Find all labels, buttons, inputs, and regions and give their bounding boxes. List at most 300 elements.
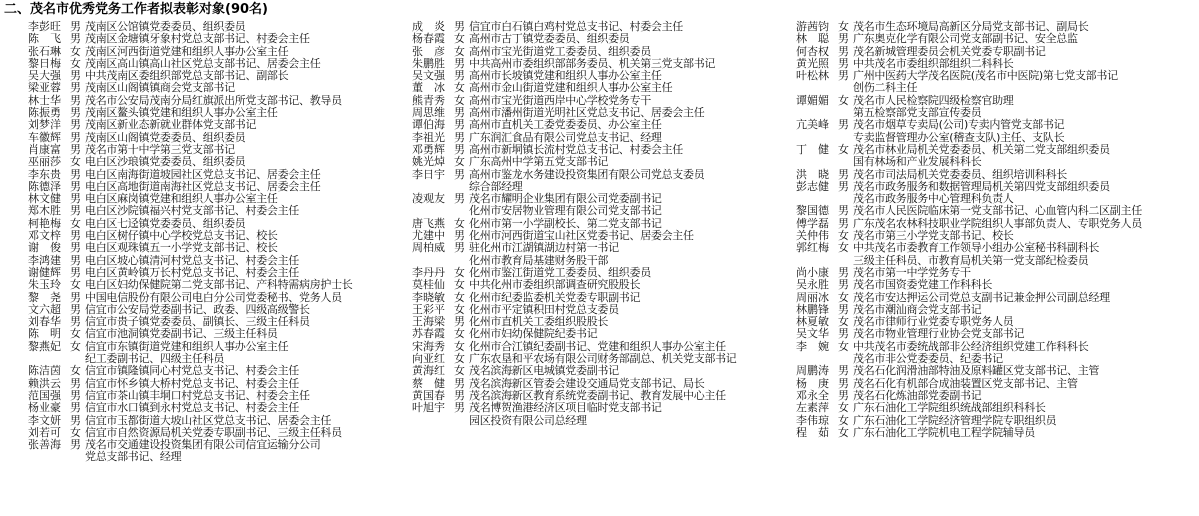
- person-position: 电白区树仔镇中心学校党总支书记、校长: [85, 229, 278, 243]
- person-name: 杨业豪: [28, 401, 61, 415]
- person-gender: 女: [70, 425, 81, 439]
- person-position: 茂南区鳌头镇党建和组织人事办公室主任: [85, 106, 278, 120]
- entry-continuation: 党总支部书记、经理: [85, 450, 182, 464]
- person-name: 谢 俊: [28, 241, 61, 255]
- person-name: 林士华: [28, 93, 61, 107]
- person-name: 陈 明: [28, 327, 61, 341]
- person-gender: 女: [454, 155, 465, 169]
- person-gender: 男: [838, 44, 849, 58]
- list-item: [28, 82, 413, 94]
- person-name: 张善海: [28, 438, 61, 452]
- person-position: 茂南区新业态新就业群体党支部书记: [85, 118, 257, 132]
- person-gender: 女: [70, 339, 81, 353]
- person-position: 电白区坡心镇清河村党总支书记、村委会主任: [85, 253, 299, 267]
- person-gender: 男: [454, 192, 465, 206]
- person-position: 茂南区金塘镇牙象村党总支部书记、村委会主任: [85, 32, 310, 46]
- person-name: 周柏威: [412, 241, 445, 255]
- person-name: 谭媚媚: [796, 93, 829, 107]
- person-gender: 男: [70, 376, 81, 390]
- person-position: 中共茂名市委教育工作领导小组办公室秘书科副科长: [853, 241, 1100, 255]
- list-item: [796, 328, 1196, 340]
- list-item: [796, 365, 1196, 377]
- person-gender: 男: [454, 106, 465, 120]
- person-name: 林鹏锋: [796, 302, 829, 316]
- person-name: 洪 晓: [796, 167, 829, 181]
- person-gender: 女: [454, 93, 465, 107]
- person-position: 茂南区河西街道党建和组织人事办公室主任: [85, 44, 289, 58]
- person-name: 谢健辉: [28, 265, 61, 279]
- list-item: [412, 169, 797, 181]
- person-name: 游茜钧: [796, 20, 829, 33]
- list-item: [796, 205, 1196, 217]
- person-gender: 男: [838, 179, 849, 193]
- person-gender: 男: [454, 376, 465, 390]
- person-position: 茂名市第一中学党务专干: [853, 265, 971, 279]
- person-name: 亢美峰: [796, 118, 829, 132]
- person-name: 唐飞燕: [412, 216, 445, 230]
- person-gender: 男: [70, 265, 81, 279]
- entry-continuation: 园区投资有限公司总经理: [469, 413, 587, 427]
- list-item: [412, 33, 797, 45]
- person-name: 张石琳: [28, 44, 61, 58]
- person-gender: 男: [70, 93, 81, 107]
- person-name: 黎 尧: [28, 290, 61, 304]
- person-position: 茂名市第三小学党支部书记、校长: [853, 229, 1014, 243]
- list-item: [796, 415, 1196, 427]
- person-gender: 女: [838, 229, 849, 243]
- person-name: 宋海秀: [412, 339, 445, 353]
- person-gender: 男: [70, 401, 81, 415]
- person-position: 信宜市东镇街道党建和组织人事办公室主任: [85, 339, 289, 353]
- person-gender: 男: [838, 118, 849, 132]
- person-position: 电白区沙琅镇党委委员、组织委员: [85, 155, 246, 169]
- entry-continuation: 第五检察部党支部宣传委员: [853, 106, 982, 120]
- person-position: 电白区妇幼保健院第二党支部书记、产科特需病房护士长: [85, 278, 353, 292]
- person-gender: 女: [454, 81, 465, 95]
- person-gender: 男: [70, 413, 81, 427]
- person-position: 化州市妇幼保健院纪委书记: [469, 327, 598, 341]
- person-gender: 女: [838, 401, 849, 415]
- person-name: 林文健: [28, 192, 61, 206]
- person-gender: 女: [838, 290, 849, 304]
- column-1: [28, 21, 413, 464]
- person-gender: 男: [838, 364, 849, 378]
- person-gender: 女: [454, 364, 465, 378]
- person-position: 茂名市人民医院临床第一党支部书记、心血管内科二区副主任: [853, 204, 1142, 218]
- person-name: 李晓敏: [412, 290, 445, 304]
- person-gender: 男: [70, 142, 81, 156]
- person-gender: 男: [454, 56, 465, 70]
- person-position: 茂名滨海新区教育系统党委副书记、教育发展中心主任: [469, 388, 726, 402]
- person-gender: 女: [70, 155, 81, 169]
- person-position: 化州市直机关工委组织股股长: [469, 315, 609, 329]
- person-position: 广东石油化工学院经济管理学院专职组织员: [853, 413, 1057, 427]
- person-gender: 女: [838, 20, 849, 33]
- person-gender: 男: [70, 118, 81, 132]
- person-gender: 男: [70, 179, 81, 193]
- person-position: 信宜市池洞镇党委副书记、三级主任科员: [85, 327, 278, 341]
- person-name: 邓勇辉: [412, 142, 445, 156]
- person-name: 吴永胜: [796, 278, 829, 292]
- person-name: 巫丽莎: [28, 155, 61, 169]
- person-position: 信宜市自然资源局机关党委专职副书记、三级主任科员: [85, 425, 342, 439]
- person-name: 王海梁: [412, 315, 445, 329]
- person-name: 邓文梓: [28, 229, 61, 243]
- person-position: 信宜市镇隆镇同心村党总支书记、村委会主任: [85, 364, 299, 378]
- person-gender: 女: [454, 265, 465, 279]
- person-gender: 男: [70, 20, 81, 33]
- person-name: 李祖光: [412, 130, 445, 144]
- person-name: 周思维: [412, 106, 445, 120]
- person-gender: 男: [838, 216, 849, 230]
- person-name: 吴文华: [796, 327, 829, 341]
- person-gender: 男: [454, 167, 465, 181]
- entry-continuation: 茂名市非公党委委员、纪委书记: [853, 352, 1003, 366]
- person-gender: 女: [70, 327, 81, 341]
- person-gender: 男: [838, 32, 849, 46]
- list-item: [796, 427, 1196, 439]
- person-gender: 男: [454, 241, 465, 255]
- person-gender: 男: [454, 69, 465, 83]
- person-name: 黎燕妃: [28, 339, 61, 353]
- person-position: 中共茂南区委组织部党总支部书记、副部长: [85, 69, 289, 83]
- list-item: [28, 205, 413, 217]
- person-position: 信宜市贵子镇党委委员、副镇长、三级主任科员: [85, 315, 310, 329]
- person-gender: 男: [70, 438, 81, 452]
- person-position: 高州市直机关工委党委委员、办公室主任: [469, 118, 662, 132]
- person-name: 刘若可: [28, 425, 61, 439]
- person-position: 电白区高地街道南海社区党总支书记、居委会主任: [85, 179, 321, 193]
- person-gender: 女: [454, 44, 465, 58]
- list-item: [412, 156, 797, 168]
- person-position: 中共化州市委组织部调查研究股股长: [469, 278, 641, 292]
- person-position: 茂名市律师行业党委专职党务人员: [853, 315, 1014, 329]
- person-position: 茂名市耀明企业集团有限公司党委副书记: [469, 192, 662, 206]
- person-gender: 男: [70, 192, 81, 206]
- person-position: 高州市宝光街道西岸中心学校党务专干: [469, 93, 651, 107]
- person-gender: 男: [454, 118, 465, 132]
- person-position: 中共茂名市委统战部非公经济组织党建工作科科长: [853, 339, 1089, 353]
- person-name: 李伟琼: [796, 413, 829, 427]
- person-position: 茂名滨海新区管委会建设交通局党支部书记、局长: [469, 376, 705, 390]
- person-gender: 女: [838, 241, 849, 255]
- person-name: 李日宇: [412, 167, 445, 181]
- list-item: [796, 169, 1196, 181]
- person-gender: 男: [70, 130, 81, 144]
- entry-continuation: 茂名市政务服务中心管理科负责人: [853, 192, 1014, 206]
- list-item: [412, 119, 797, 131]
- person-position: 茂南区公馆镇党委委员、组织委员: [85, 20, 246, 33]
- person-position: 茂名市物业管理行业协会党支部书记: [853, 327, 1025, 341]
- person-position: 茂南区山阁镇党委委员、组织委员: [85, 130, 246, 144]
- person-position: 广东高州中学第五党支部书记: [469, 155, 609, 169]
- person-position: 广东石油化工学院机电工程学院辅导员: [853, 425, 1035, 439]
- list-item: [796, 292, 1196, 304]
- list-item: [28, 33, 413, 45]
- person-gender: 女: [454, 278, 465, 292]
- person-position: 茂名市潮汕商会党支部书记: [853, 302, 982, 316]
- person-position: 高州市潘州街道光明社区党总支书记、居委会主任: [469, 106, 705, 120]
- person-gender: 男: [70, 204, 81, 218]
- person-position: 电白区麻岗镇党建和组织人事办公室主任: [85, 192, 278, 206]
- person-position: 茂名市林业局机关党委委员、机关第二党支部组织委员: [853, 142, 1110, 156]
- person-gender: 男: [70, 69, 81, 83]
- person-position: 化州市鉴江街道党工委委员、组织委员: [469, 265, 651, 279]
- person-name: 黄海红: [412, 364, 445, 378]
- person-name: 吴文强: [412, 69, 445, 83]
- person-name: 凌观友: [412, 192, 445, 206]
- person-name: 刘梦洋: [28, 118, 61, 132]
- person-gender: 男: [454, 315, 465, 329]
- person-gender: 女: [454, 327, 465, 341]
- person-gender: 女: [838, 315, 849, 329]
- person-name: 朱鹏胜: [412, 56, 445, 70]
- person-name: 李鸿建: [28, 253, 61, 267]
- person-position: 茂名市安达押运公司党总支副书记兼金押公司副总经理: [853, 290, 1110, 304]
- person-gender: 男: [838, 167, 849, 181]
- person-position: 信宜市茶山镇丰垌口村党总支书记、村委会主任: [85, 388, 310, 402]
- person-name: 陈洁茵: [28, 364, 61, 378]
- list-item: [796, 242, 1196, 254]
- person-position: 高州市新垌镇长流村党总支书记、村委会主任: [469, 142, 683, 156]
- person-position: 化州市第一小学副校长、第二党支部书记: [469, 216, 662, 230]
- person-name: 郑木胜: [28, 204, 61, 218]
- list-item: [796, 279, 1196, 291]
- person-name: 莫桂仙: [412, 278, 445, 292]
- person-gender: 男: [70, 229, 81, 243]
- person-position: 茂名石化润滑油部特油及原料罐区党支部书记、主管: [853, 364, 1100, 378]
- list-item: [412, 402, 797, 414]
- column-3: [796, 21, 1196, 439]
- person-position: 信宜市怀乡镇大桥村党总支书记、村委会主任: [85, 376, 299, 390]
- person-position: 茂名市国资委党建工作科科长: [853, 278, 993, 292]
- person-position: 茂名市人民检察院四级检察官助理: [853, 93, 1014, 107]
- person-name: 程 茹: [796, 425, 829, 439]
- list-item: [412, 82, 797, 94]
- list-item: [28, 292, 413, 304]
- person-name: 谭伯海: [412, 118, 445, 132]
- person-position: 广州中医药大学茂名医院(茂名市中医院)第七党支部书记: [853, 69, 1118, 83]
- person-name: 李 婉: [796, 339, 829, 353]
- person-name: 苏春霞: [412, 327, 445, 341]
- person-position: 茂名新城管理委员会机关党委专职副书记: [853, 44, 1046, 58]
- person-name: 何杏权: [796, 44, 829, 58]
- person-gender: 女: [70, 56, 81, 70]
- person-position: 茂名市公安局茂南分局红旗派出所党支部书记、教导员: [85, 93, 342, 107]
- person-position: 信宜市水口镇到永村党总支书记、村委会主任: [85, 401, 299, 415]
- person-position: 茂南区山阁镇镇商会党支部书记: [85, 81, 235, 95]
- person-position: 茂名市政务服务和数据管理局机关第四党支部组织委员: [853, 179, 1110, 193]
- person-position: 信宜市玉都街道大坡山社区党总支书记、居委会主任: [85, 413, 332, 427]
- person-position: 高州市古丁镇党委委员、组织委员: [469, 32, 630, 46]
- person-position: 广东石油化工学院组织统战部组织科科长: [853, 401, 1046, 415]
- list-item: [28, 242, 413, 254]
- person-gender: 男: [70, 253, 81, 267]
- person-gender: 男: [454, 401, 465, 415]
- person-gender: 女: [454, 302, 465, 316]
- person-gender: 男: [838, 327, 849, 341]
- list-item: [412, 365, 797, 377]
- person-gender: 女: [70, 44, 81, 58]
- person-position: 化州市合江镇纪委副书记、党建和组织人事办公室主任: [469, 339, 726, 353]
- person-name: 朱玉玲: [28, 278, 61, 292]
- person-gender: 男: [838, 302, 849, 316]
- list-item: [412, 279, 797, 291]
- person-position: 茂名市烟草专卖局(公司)专卖内管党支部书记: [853, 118, 1065, 132]
- person-name: 周丽冰: [796, 290, 829, 304]
- person-gender: 男: [454, 142, 465, 156]
- person-gender: 男: [70, 167, 81, 181]
- person-gender: 女: [454, 32, 465, 46]
- entry-continuation: 国有林场和产业发展科科长: [853, 155, 982, 169]
- person-name: 姚光焯: [412, 155, 445, 169]
- person-gender: 女: [838, 339, 849, 353]
- person-gender: 女: [838, 93, 849, 107]
- person-position: 高州市鉴龙水务建设投资集团有限公司党总支委员: [469, 167, 705, 181]
- entry-continuation: 化州市安居物业管理有限公司党支部书记: [469, 204, 662, 218]
- list-item: [28, 279, 413, 291]
- person-name: 梁亚蓉: [28, 81, 61, 95]
- person-name: 李彭旺: [28, 20, 61, 33]
- person-gender: 女: [454, 339, 465, 353]
- person-name: 范国强: [28, 388, 61, 402]
- column-2: [412, 21, 797, 427]
- person-gender: 男: [838, 204, 849, 218]
- person-gender: 男: [70, 290, 81, 304]
- list-item: [796, 33, 1196, 45]
- person-gender: 男: [70, 388, 81, 402]
- person-gender: 男: [70, 302, 81, 316]
- person-position: 茂名市第十中学第三党支部书记: [85, 142, 235, 156]
- section-title: 二、茂名市优秀党务工作者拟表彰对象(90名): [4, 2, 268, 17]
- person-position: 电白区黄岭镇万长村党总支书记、村委会主任: [85, 265, 299, 279]
- person-name: 赖洪云: [28, 376, 61, 390]
- list-item: [28, 119, 413, 131]
- person-name: 成 炎: [412, 20, 445, 33]
- person-gender: 男: [454, 229, 465, 243]
- person-gender: 女: [838, 425, 849, 439]
- person-position: 高州市宝光街道党工委委员、组织委员: [469, 44, 651, 58]
- person-name: 尤建中: [412, 229, 445, 243]
- person-gender: 男: [70, 81, 81, 95]
- entry-continuation: 化州市教育局基建财务股干部: [469, 253, 609, 267]
- person-name: 陈 飞: [28, 32, 61, 46]
- list-item: [796, 119, 1196, 131]
- person-gender: 男: [454, 388, 465, 402]
- person-name: 邓永全: [796, 388, 829, 402]
- person-name: 郭红梅: [796, 241, 829, 255]
- person-name: 黄光照: [796, 56, 829, 70]
- person-gender: 男: [454, 130, 465, 144]
- entry-continuation: 纪工委副书记、四级主任科员: [85, 352, 225, 366]
- person-name: 左素萍: [796, 401, 829, 415]
- person-name: 吴大强: [28, 69, 61, 83]
- person-gender: 女: [70, 216, 81, 230]
- person-name: 傅学磊: [796, 216, 829, 230]
- person-gender: 女: [454, 290, 465, 304]
- person-gender: 男: [70, 32, 81, 46]
- person-gender: 男: [838, 265, 849, 279]
- person-position: 茂名石化炼油部党委副书记: [853, 388, 982, 402]
- person-gender: 女: [70, 364, 81, 378]
- person-position: 茂名博贺渔港经济区项目临时党支部书记: [469, 401, 662, 415]
- person-position: 中共高州市委组织部部务委员、机关第三党支部书记: [469, 56, 716, 70]
- person-name: 关仲伟: [796, 229, 829, 243]
- person-gender: 女: [454, 352, 465, 366]
- person-gender: 男: [70, 106, 81, 120]
- person-gender: 男: [70, 315, 81, 329]
- list-item: [28, 415, 413, 427]
- person-name: 车徽辉: [28, 130, 61, 144]
- person-name: 杨 庚: [796, 376, 829, 390]
- person-name: 林 聪: [796, 32, 829, 46]
- person-name: 李东贵: [28, 167, 61, 181]
- person-position: 电白区沙院镇福兴村党支部书记、村委会主任: [85, 204, 299, 218]
- list-item: [796, 402, 1196, 414]
- person-name: 杨春霞: [412, 32, 445, 46]
- person-gender: 女: [70, 278, 81, 292]
- person-gender: 女: [454, 216, 465, 230]
- person-name: 林夏敏: [796, 315, 829, 329]
- person-position: 化州市平定镇积田村党总支委员: [469, 302, 619, 316]
- list-item: [28, 402, 413, 414]
- person-name: 黎国德: [796, 204, 829, 218]
- person-name: 肖康富: [28, 142, 61, 156]
- entry-continuation: 三级主任科员、市教育局机关第一党支部纪检委员: [853, 253, 1089, 267]
- person-position: 茂名市生态环境局高新区分局党支部书记、副局长: [853, 20, 1089, 33]
- person-name: 柯艳梅: [28, 216, 61, 230]
- entry-continuation: 专卖监督管理办公室(稽查支队)主任、支队长: [853, 130, 1065, 144]
- person-name: 刘春华: [28, 315, 61, 329]
- person-name: 黎日梅: [28, 56, 61, 70]
- person-name: 彭志健: [796, 179, 829, 193]
- person-name: 尚小康: [796, 265, 829, 279]
- person-name: 陈振勇: [28, 106, 61, 120]
- person-name: 熊青秀: [412, 93, 445, 107]
- person-name: 陈德泽: [28, 179, 61, 193]
- person-position: 茂南区高山镇高山社区党总支部书记、居委会主任: [85, 56, 321, 70]
- person-name: 叶松林: [796, 69, 829, 83]
- person-position: 茂名滨海新区电城镇党委副书记: [469, 364, 619, 378]
- entry-continuation: 综合部经理: [469, 179, 523, 193]
- person-name: 叶旭宇: [412, 401, 445, 415]
- person-name: 丁 健: [796, 142, 829, 156]
- person-name: 文六超: [28, 302, 61, 316]
- person-position: 茂名市司法局机关党委委员、组织培训科科长: [853, 167, 1067, 181]
- list-item: [28, 328, 413, 340]
- person-position: 信宜市公安局党委副书记、政委、四级高级警长: [85, 302, 310, 316]
- person-position: 化州市纪委监委机关党委专职副书记: [469, 290, 641, 304]
- person-position: 电白区七迳镇党委委员、组织委员: [85, 216, 246, 230]
- person-position: 信宜市白石镇白鸡村党总支书记、村委会主任: [469, 20, 683, 33]
- person-gender: 女: [838, 413, 849, 427]
- entry-continuation: 创伤二科主任: [853, 81, 918, 95]
- person-gender: 女: [838, 142, 849, 156]
- person-position: 广东润汇食品有限公司党总支书记、经理: [469, 130, 662, 144]
- person-name: 张 彦: [412, 44, 445, 58]
- list-item: [412, 292, 797, 304]
- person-position: 茂名石化有机部合成油装置区党支部书记、主管: [853, 376, 1078, 390]
- person-name: 李丹丹: [412, 265, 445, 279]
- list-item: [28, 156, 413, 168]
- person-position: 中共茂名市委组织部组织二科科长: [853, 56, 1014, 70]
- person-position: 茂名市交通建设投资集团有限公司信宜运输分公司: [85, 438, 321, 452]
- person-gender: 男: [838, 376, 849, 390]
- person-position: 驻化州市江湖镇湖边村第一书记: [469, 241, 619, 255]
- person-gender: 男: [838, 56, 849, 70]
- person-position: 广东农垦和平农场有限公司财务部副总、机关党支部书记: [469, 352, 737, 366]
- person-position: 广东奥克化学有限公司党支部副书记、安全总监: [853, 32, 1078, 46]
